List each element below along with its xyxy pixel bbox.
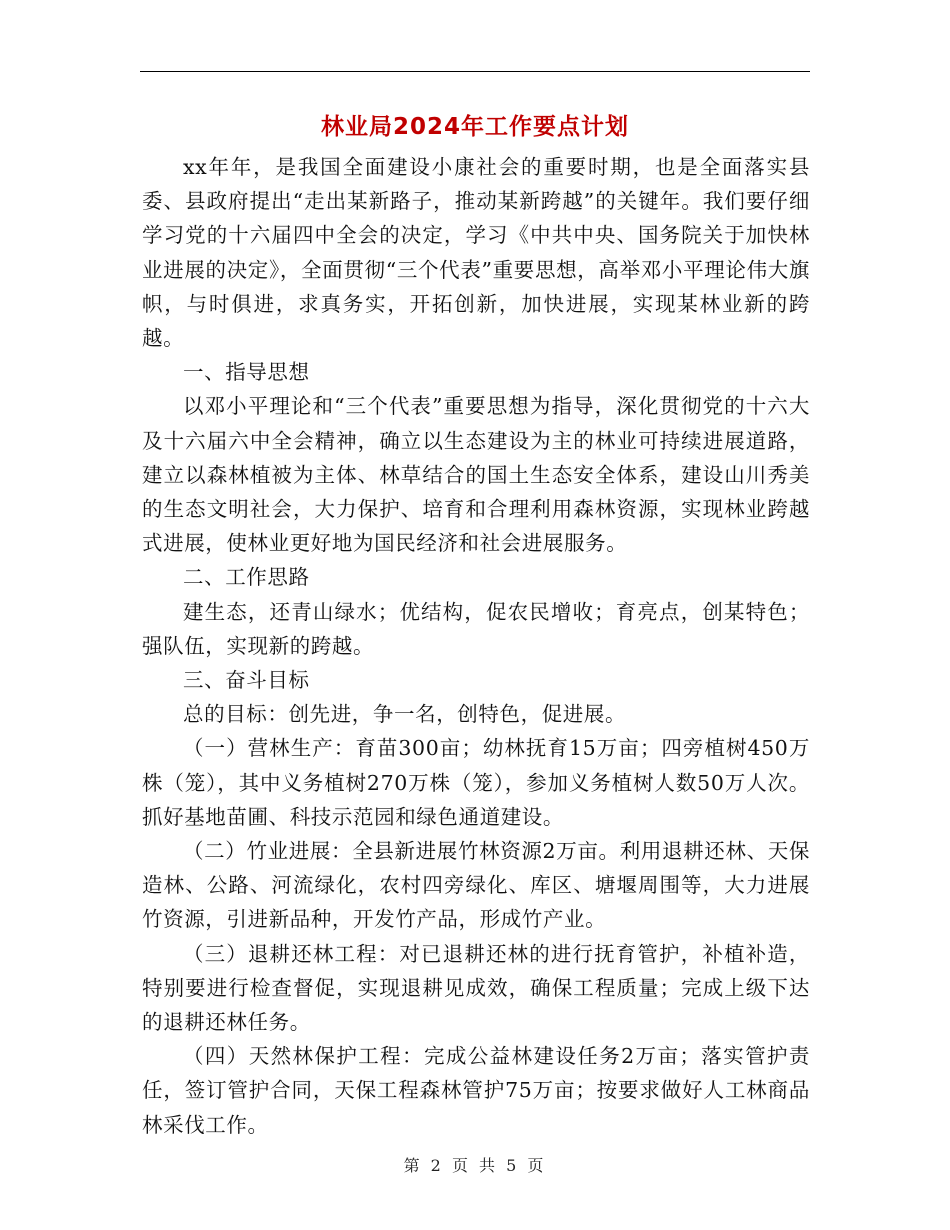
- section-heading-work-approach: 二、工作思路: [183, 565, 310, 590]
- section-heading-guiding-ideology: 一、指导思想: [183, 360, 310, 385]
- paragraph-intro: xx年年，是我国全面建设小康社会的重要时期，也是全面落实县委、县政府提出“走出某新路子，推动某新跨越”的关键年。我们要仔细学习党的十六届四中全会的决定，学习《中共中央、国务院关于加快林业进展的决定》，全面贯彻“三个代表”重要思想，高举邓小平理论伟大旗帜，与时俱进，求真务实，开拓创新，加快进展，实现某林业新的跨越。: [142, 155, 810, 351]
- paragraph-guiding-ideology: 以邓小平理论和“三个代表”重要思想为指导，深化贯彻党的十六大及十六届六中全会精神，确立以生态建设为主的林业可持续进展道路，建立以森林植被为主体、林草结合的国土生态安全体系，建设山川秀美的生态文明社会，大力保护、培育和合理利用森林资源，实现林业跨越式进展，使林业更好地为国民经济和社会进展服务。: [142, 394, 810, 556]
- paragraph-bamboo-development: （二）竹业进展：全县新进展竹林资源2万亩。利用退耕还林、天保造林、公路、河流绿化，农村四旁绿化、库区、塘堰周围等，大力进展竹资源，引进新品种，开发竹产品，形成竹产业。: [142, 839, 810, 932]
- paragraph-farmland-to-forest: （三）退耕还林工程：对已退耕还林的进行抚育管护，补植补造，特别要进行检查督促，实现退耕见成效，确保工程质量；完成上级下达的退耕还林任务。: [142, 941, 810, 1035]
- paragraph-work-approach: 建生态，还青山绿水；优结构，促农民增收；育亮点，创某特色；强队伍，实现新的跨越。: [142, 599, 810, 658]
- paragraph-forestry-production: （一）营林生产：育苗300亩；幼林抚育15万亩；四旁植树450万株（笼），其中义务植树270万株（笼），参加义务植树人数50万人次。抓好基地苗圃、科技示范园和绿色通道建设。: [142, 736, 810, 829]
- document-body: [142, 150, 810, 1142]
- header-rule: [140, 71, 810, 72]
- paragraph-natural-forest-protection: （四）天然林保护工程：完成公益林建设任务2万亩；落实管护责任，签订管护合同，天保工程森林管护75万亩；按要求做好人工林商品林采伐工作。: [142, 1044, 810, 1137]
- paragraph-overall-goal: 总的目标：创先进，争一名，创特色，促进展。: [183, 702, 627, 727]
- section-heading-goals: 三、奋斗目标: [183, 668, 310, 693]
- page-footer: 第 2 页 共 5 页: [403, 1156, 547, 1175]
- document-title: 林业局2024年工作要点计划: [320, 114, 629, 140]
